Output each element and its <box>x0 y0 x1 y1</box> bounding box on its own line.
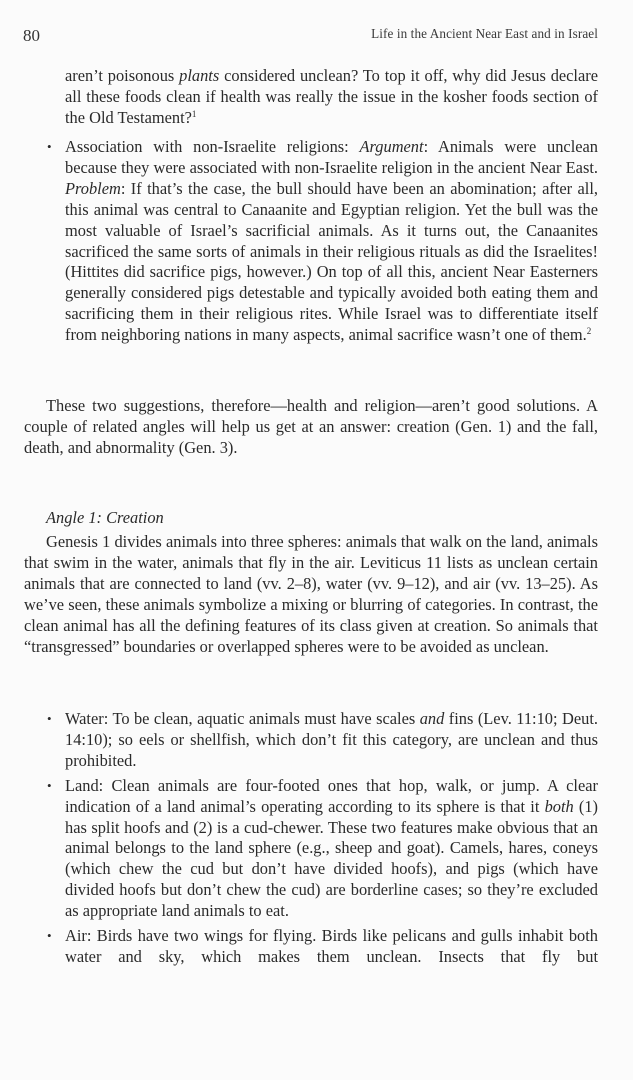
text-run: Land: Clean animals are four-footed ones that hop, walk, or jump. A clear indication of a land animal’s operating according to its sphere is that it <box>65 775 598 816</box>
creation-paragraph <box>24 532 598 657</box>
summary-paragraph <box>24 396 598 459</box>
running-head: Life in the Ancient Near East and in Israel <box>371 26 598 41</box>
bullet-water <box>47 709 598 772</box>
page-header <box>23 22 598 46</box>
text-run: (1) has split hoofs and (2) is a cud-chewer. These two features make obvious that an animal belongs to the land sphere (e.g., sheep and goat). Camels, hares, coneys (which chew the cud but don’t have divided hoofs), and pigs (which have divided hoofs but don’t chew the cud) are borderline cases; so they’re excluded as appropriate land animals to eat. <box>65 796 598 921</box>
continuation-paragraph <box>65 66 598 129</box>
section-heading: Angle 1: Creation <box>46 508 164 527</box>
bullet-marker: • <box>47 711 52 726</box>
text-run: aren’t poisonous <box>65 66 180 85</box>
air-text: Air: Birds have two wings for flying. Birds like pelicans and gulls inhabit both water and sky, which makes them unclean. Insects that fly but <box>65 926 598 966</box>
text-run: considered unclean? To top it off, why did Jesus declare all these foods clean if health was really the issue in the kosher foods section of the Old Testament? <box>65 66 598 127</box>
bullet-air <box>47 926 598 968</box>
page-number: 80 <box>23 26 40 45</box>
summary-text: These two suggestions, therefore—health and religion—aren’t good solutions. A couple of related angles will help us get at an answer: creation (Gen. 1) and the fall, death, and abnormality (Gen. 3). <box>24 396 598 457</box>
bullet-marker: • <box>47 928 52 944</box>
bullet-land <box>47 775 598 922</box>
label-problem: Problem <box>65 178 121 198</box>
text-run: Association with non-Israelite religions: <box>65 137 360 156</box>
text-run: Water: To be clean, aquatic animals must have scales <box>65 709 420 728</box>
footnote-ref-2[interactable]: 2 <box>586 326 592 337</box>
emphasis-and: and <box>419 709 445 728</box>
text-run: : Animals were unclean because they were associated with non-Israelite religion in the ancient Near East. <box>65 137 598 177</box>
text-run: : If that’s the case, the bull should have been an abomination; after all, this animal was central to Canaanite and Egyptian religion. Yet the bull was the most valuable of Israel’s sacrificial animals. As it turns out, the Canaanites sacrificed the same sorts of animals in their religious rituals as did the Israelites! (Hittites did sacrifice pigs, however.) On top of all this, ancient Near Easterners generally considered pigs detestable and typically avoided both eating them and sacrificing them in their religious rites. While Israel was to differentiate itself from neighboring nations in many aspects, animal sacrifice wasn’t one of them. <box>65 178 598 345</box>
bullet-marker: • <box>47 777 52 793</box>
bullet-religion <box>47 137 598 346</box>
footnote-ref-1[interactable]: 1 <box>191 108 197 119</box>
label-argument: Argument <box>359 137 424 156</box>
text-run: fins (Lev. 11:10; Deut. 14:10); so eels or shellfish, which don’t fit this category, are unclean and thus prohibited. <box>65 709 598 770</box>
bullet-marker: • <box>47 139 52 154</box>
emphasis-plants: plants <box>179 66 220 85</box>
bullet-list <box>47 709 598 968</box>
emphasis-both: both <box>544 796 574 816</box>
creation-text: Genesis 1 divides animals into three spheres: animals that walk on the land, animals that swim in the water, animals that fly in the air. Leviticus 11 lists as unclean certain animals that are connected to land (vv. 2–8), water (vv. 9–12), and air (vv. 13–25). As we’ve seen, these animals symbolize a mixing or blurring of categories. In contrast, the clean animal has all the defining features of its class given at creation. So animals that “transgressed” boundaries or overlapped spheres were to be avoided as unclean. <box>24 532 598 656</box>
